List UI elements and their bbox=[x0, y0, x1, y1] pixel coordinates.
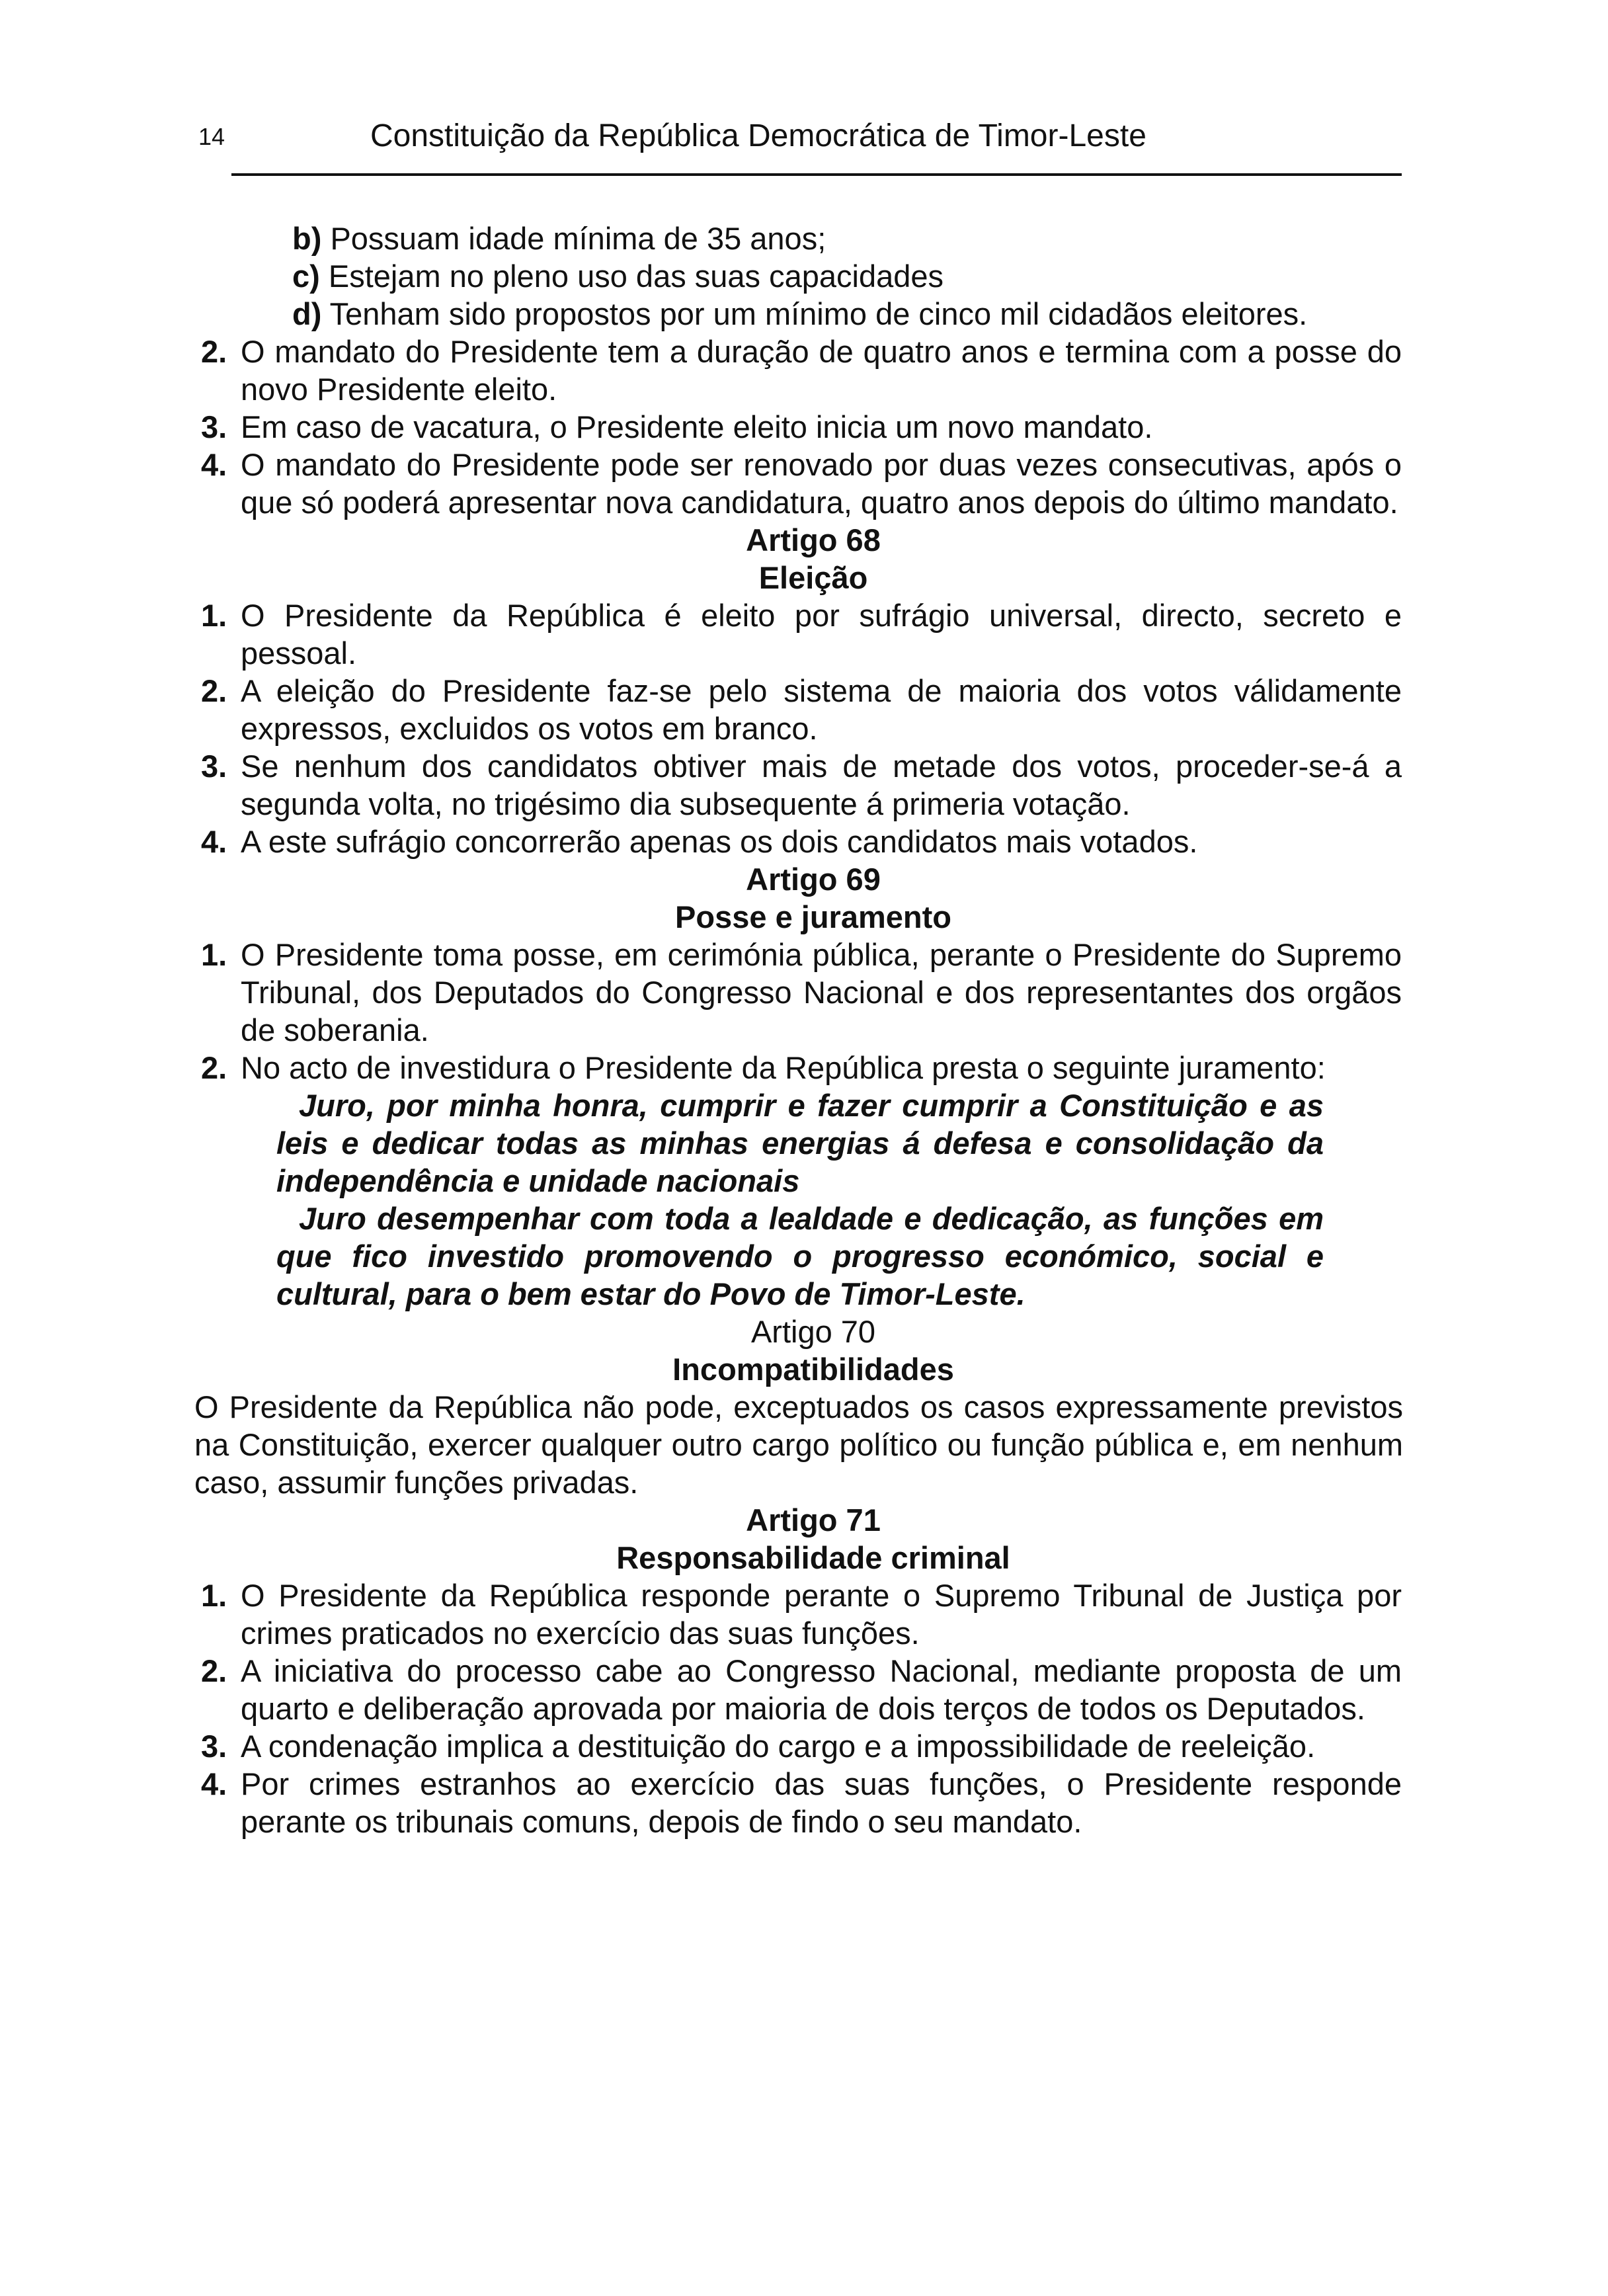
oath-paragraph: Juro, por minha honra, cumprir e fazer cumprir a Constituição e as leis e dedicar todas as minhas energias á defesa e consolidação da independência e unidade nacionais bbox=[276, 1088, 1324, 1198]
item-number: 3. bbox=[201, 749, 227, 784]
oath-paragraph: Juro desempenhar com toda a lealdade e dedicação, as funções em que fico investido promovendo o progresso económico, social e cultural, para o bem estar do Povo de Timor-Leste. bbox=[276, 1201, 1324, 1311]
page-number: 14 bbox=[198, 123, 225, 150]
item-number: 3. bbox=[201, 1729, 227, 1764]
numbered-item bbox=[201, 1727, 1402, 1765]
article-heading: Artigo 69 bbox=[746, 862, 881, 897]
article-title: Posse e juramento bbox=[675, 899, 951, 934]
item-number: 4. bbox=[201, 447, 227, 482]
item-text: A eleição do Presidente faz-se pelo sistema de maioria dos votos válidamente expressos, excluidos os votos em branco. bbox=[241, 673, 1402, 746]
document-body bbox=[194, 220, 1403, 1840]
header-rule bbox=[231, 173, 1402, 176]
item-text: O Presidente da República é eleito por sufrágio universal, directo, secreto e pessoal. bbox=[241, 598, 1402, 671]
item-text: A condenação implica a destituição do cargo e a impossibilidade de reeleição. bbox=[241, 1729, 1316, 1764]
numbered-item bbox=[201, 1765, 1402, 1840]
numbered-item bbox=[201, 1652, 1402, 1727]
item-text: Por crimes estranhos ao exercício das suas funções, o Presidente responde perante os tribunais comuns, depois de findo o seu mandato. bbox=[241, 1766, 1402, 1839]
item-number: 1. bbox=[201, 598, 227, 633]
numbered-item bbox=[201, 672, 1402, 747]
item-number: 1. bbox=[201, 937, 227, 972]
article-title: Responsabilidade criminal bbox=[616, 1540, 1010, 1575]
list-item bbox=[276, 295, 1402, 333]
numbered-item bbox=[201, 333, 1402, 408]
item-number: 2. bbox=[201, 334, 227, 369]
item-number: 4. bbox=[201, 824, 227, 859]
running-title: Constituição da República Democrática de Timor-Leste bbox=[370, 118, 1146, 153]
item-label: b) bbox=[292, 221, 322, 256]
numbered-item bbox=[201, 936, 1402, 1049]
list-item bbox=[276, 257, 1402, 295]
item-text: No acto de investidura o Presidente da República presta o seguinte juramento: bbox=[241, 1050, 1326, 1085]
item-number: 3. bbox=[201, 409, 227, 444]
article-title: Incompatibilidades bbox=[672, 1352, 954, 1387]
oath-text bbox=[276, 1086, 1324, 1313]
item-number: 1. bbox=[201, 1578, 227, 1613]
item-text: O mandato do Presidente tem a duração de quatro anos e termina com a posse do novo Presidente eleito. bbox=[241, 334, 1402, 407]
item-text: O Presidente da República responde perante o Supremo Tribunal de Justiça por crimes praticados no exercício das suas funções. bbox=[241, 1578, 1402, 1651]
numbered-item bbox=[201, 408, 1402, 446]
numbered-item bbox=[201, 747, 1402, 823]
item-number: 2. bbox=[201, 673, 227, 708]
item-text: O Presidente toma posse, em cerimónia pública, perante o Presidente do Supremo Tribunal, dos Deputados do Congresso Nacional e dos representantes dos orgãos de soberania. bbox=[241, 937, 1402, 1047]
item-text: Tenham sido propostos por um mínimo de cinco mil cidadãos eleitores. bbox=[329, 296, 1308, 331]
item-label: d) bbox=[292, 296, 322, 331]
item-number: 2. bbox=[201, 1653, 227, 1688]
numbered-item bbox=[201, 596, 1402, 672]
article-heading: Artigo 71 bbox=[746, 1502, 881, 1538]
numbered-item bbox=[201, 446, 1402, 521]
item-text: A iniciativa do processo cabe ao Congresso Nacional, mediante proposta de um quarto e deliberação aprovada por maioria de dois terços de todos os Deputados. bbox=[241, 1653, 1402, 1726]
numbered-item bbox=[201, 1577, 1402, 1652]
item-number: 4. bbox=[201, 1766, 227, 1801]
article-heading: Artigo 70 bbox=[750, 1314, 876, 1349]
list-item bbox=[276, 220, 1402, 257]
item-text: Estejam no pleno uso das suas capacidades bbox=[328, 259, 944, 294]
item-text: A este sufrágio concorrerão apenas os dois candidatos mais votados. bbox=[241, 824, 1198, 859]
article-title: Eleição bbox=[758, 560, 868, 595]
item-text: Em caso de vacatura, o Presidente eleito inicia um novo mandato. bbox=[241, 409, 1153, 444]
item-text: O mandato do Presidente pode ser renovado por duas vezes consecutivas, após o que só poderá apresentar nova candidatura, quatro anos depois do último mandato. bbox=[241, 447, 1402, 520]
numbered-item bbox=[201, 823, 1402, 860]
item-number: 2. bbox=[201, 1050, 227, 1085]
item-text: Possuam idade mínima de 35 anos; bbox=[330, 221, 826, 256]
article-heading: Artigo 68 bbox=[746, 522, 881, 557]
article-paragraph: O Presidente da República não pode, exceptuados os casos expressamente previstos na Constituição, exercer qualquer outro cargo político ou função pública e, em nenhum caso, assumir funções privadas. bbox=[194, 1389, 1403, 1500]
item-label: c) bbox=[292, 259, 320, 294]
item-text: Se nenhum dos candidatos obtiver mais de metade dos votos, proceder-se-á a segunda volta, no trigésimo dia subsequente á primeria votação. bbox=[241, 749, 1402, 821]
page-header bbox=[198, 118, 1402, 163]
numbered-item bbox=[201, 1049, 1402, 1086]
